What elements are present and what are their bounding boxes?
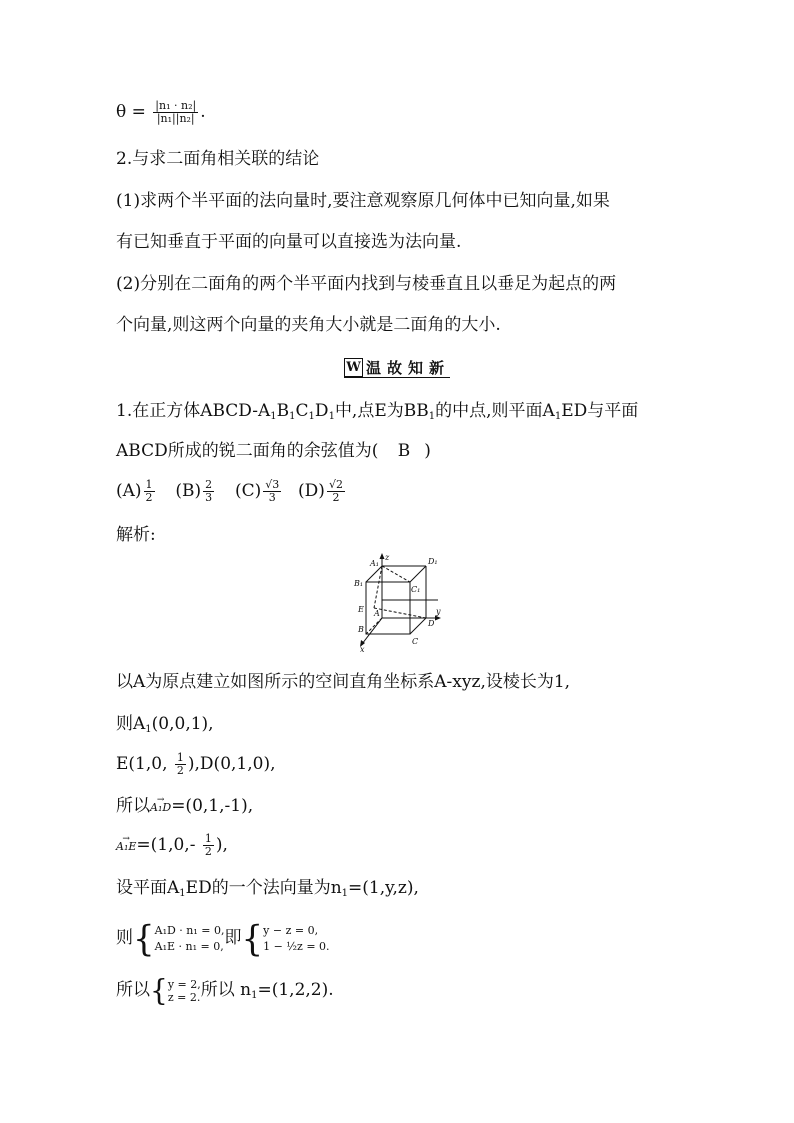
q1-text-f: 的中点,则平面A bbox=[435, 401, 555, 421]
q1-text-a: 1.在正方体ABCD-A bbox=[116, 401, 271, 421]
s3-fraction bbox=[175, 752, 186, 777]
q1-text-d: D bbox=[314, 401, 329, 421]
question1-line1 bbox=[116, 399, 714, 423]
q1-line2-text: ABCD所成的锐二面角的余弦值为( bbox=[116, 441, 379, 461]
paragraph2-line1: (2)分别在二面角的两个半平面内找到与棱垂直且以垂足为起点的两 bbox=[116, 274, 617, 294]
q1-sub: 1 bbox=[308, 411, 315, 422]
option-c-num: √3 bbox=[265, 478, 280, 491]
s7-system2 bbox=[263, 923, 329, 955]
s7-sys2-row1: y − z = 0, bbox=[263, 923, 319, 937]
edge-b1-a1 bbox=[366, 566, 382, 582]
x-axis bbox=[362, 618, 382, 644]
q1-sub: 1 bbox=[428, 411, 436, 422]
q1-text-b: B bbox=[276, 401, 290, 421]
s2-sub: 1 bbox=[145, 724, 152, 735]
label-x: x bbox=[360, 645, 365, 652]
option-c-label: (C) bbox=[234, 481, 262, 501]
s2-text-b: (0,0,1), bbox=[151, 714, 214, 734]
s4-text-a: 所以 bbox=[116, 796, 150, 816]
s3-den: 2 bbox=[176, 764, 184, 777]
q1-sub: 1 bbox=[328, 411, 335, 422]
option-b-num: 2 bbox=[205, 478, 213, 491]
option-c-fraction bbox=[263, 479, 281, 504]
edge-a1-c1 bbox=[382, 566, 410, 582]
s2-text-a: 则A bbox=[116, 714, 146, 734]
review-banner bbox=[344, 357, 450, 378]
s8-text-c: =(1,2,2). bbox=[257, 980, 334, 1000]
s5-fraction bbox=[203, 833, 214, 858]
label-b1: B₁ bbox=[354, 579, 364, 588]
theta-formula bbox=[116, 100, 714, 125]
label-c: C bbox=[412, 637, 419, 646]
q1-sub: 1 bbox=[270, 411, 277, 422]
s7-sys1-row2: A₁E · n₁ = 0, bbox=[154, 939, 224, 953]
s7-sys1-row1: A₁D · n₁ = 0, bbox=[154, 923, 225, 937]
question1-line2 bbox=[116, 439, 714, 463]
s6-sub-a: 1 bbox=[179, 888, 186, 899]
s4-text-b: =(0,1,-1), bbox=[171, 796, 254, 816]
s8-system bbox=[168, 978, 201, 1004]
left-brace-icon: { bbox=[133, 917, 155, 960]
solution-line7 bbox=[116, 918, 714, 958]
q1-text-g: ED与平面 bbox=[561, 401, 639, 421]
label-d1: D₁ bbox=[428, 557, 438, 566]
option-d-label: (D) bbox=[298, 481, 325, 501]
paragraph2-line2: 个向量,则这两个向量的夹角大小就是二面角的大小. bbox=[116, 315, 501, 335]
s3-num: 1 bbox=[176, 751, 184, 764]
label-a1: A₁ bbox=[370, 559, 379, 568]
left-brace-icon: { bbox=[150, 972, 168, 1008]
left-brace-icon: { bbox=[241, 917, 264, 960]
formula-denominator: |n₁||n₂| bbox=[156, 112, 195, 125]
solution-line3 bbox=[116, 752, 714, 777]
q1-text-c: C bbox=[295, 401, 309, 421]
option-a-den: 2 bbox=[145, 491, 153, 504]
solution-line1: 以A为原点建立如图所示的空间直角坐标系A-xyz,设棱长为1, bbox=[116, 672, 571, 692]
s3-text-b: ),D(0,1,0), bbox=[187, 754, 276, 774]
formula-fraction bbox=[153, 100, 198, 125]
vector-a1e: → A₁E bbox=[116, 835, 136, 859]
s5-text-a: =(1,0,- bbox=[136, 835, 201, 855]
formula-lhs: θ = bbox=[116, 102, 146, 122]
edge-c-d bbox=[410, 618, 426, 634]
s8-text-a: 所以 bbox=[116, 980, 150, 1000]
cube-figure bbox=[352, 552, 448, 656]
front-face bbox=[366, 582, 410, 634]
s7-system1 bbox=[155, 923, 225, 955]
option-d bbox=[298, 478, 347, 504]
option-a bbox=[116, 478, 157, 504]
solution-line6 bbox=[116, 876, 714, 900]
q1-text-e: 中,点E为BB bbox=[334, 401, 429, 421]
label-a: A bbox=[374, 609, 380, 618]
s8-sys-row1: y = 2, bbox=[167, 977, 201, 991]
option-a-fraction bbox=[144, 479, 155, 504]
w-badge-icon: W bbox=[344, 358, 363, 377]
q1-close: ) bbox=[424, 441, 431, 461]
cube-diagram bbox=[352, 552, 448, 652]
label-c1: C₁ bbox=[411, 585, 421, 594]
solution-line5 bbox=[116, 833, 714, 859]
option-b-fraction bbox=[203, 479, 214, 504]
label-b: B bbox=[358, 625, 364, 634]
label-z: z bbox=[385, 553, 390, 562]
option-d-den: 2 bbox=[332, 491, 340, 504]
q1-sub: 1 bbox=[289, 411, 296, 422]
s8-sub: 1 bbox=[251, 990, 258, 1001]
s3-text-a: E(1,0, bbox=[116, 754, 173, 774]
solution-line2 bbox=[116, 712, 714, 736]
z-arrow-icon bbox=[380, 553, 385, 559]
question1-options bbox=[116, 479, 714, 504]
label-y: y bbox=[436, 607, 441, 616]
s5-text-b: ), bbox=[215, 835, 228, 855]
option-c-den: 3 bbox=[268, 491, 276, 504]
s5-den: 2 bbox=[204, 845, 212, 858]
option-a-num: 1 bbox=[145, 478, 153, 491]
formula-tail: . bbox=[200, 102, 206, 122]
s6-sub-b: 1 bbox=[341, 888, 349, 899]
s7-mid: 即 bbox=[224, 928, 242, 948]
y-arrow-icon bbox=[435, 616, 441, 621]
option-c bbox=[234, 478, 283, 504]
paragraph1-line2: 有已知垂直于平面的向量可以直接选为法向量. bbox=[116, 232, 462, 252]
q1-answer: B bbox=[397, 441, 411, 461]
jiexi-label: 解析: bbox=[116, 525, 156, 545]
option-b-den: 3 bbox=[205, 491, 213, 504]
vector-a1d: → A₁D bbox=[150, 796, 171, 820]
option-b bbox=[175, 478, 216, 504]
option-b-label: (B) bbox=[175, 481, 202, 501]
formula-numerator: |n₁ · n₂| bbox=[155, 99, 197, 112]
paragraph1-line1: (1)求两个半平面的法向量时,要注意观察原几何体中已知向量,如果 bbox=[116, 191, 610, 211]
section2-title: 2.与求二面角相关联的结论 bbox=[116, 149, 320, 169]
option-d-fraction bbox=[327, 479, 345, 504]
label-e: E bbox=[358, 605, 364, 614]
edge-c1-d1 bbox=[410, 566, 426, 582]
s6-text-b: ED的一个法向量为n bbox=[185, 878, 342, 898]
s8-sys-row2: z = 2. bbox=[167, 990, 201, 1004]
label-d: D bbox=[428, 619, 435, 628]
s7-text-a: 则 bbox=[116, 928, 133, 948]
s6-text-a: 设平面A bbox=[116, 878, 180, 898]
s5-num: 1 bbox=[204, 832, 212, 845]
q1-sub: 1 bbox=[554, 411, 562, 422]
s7-sys2-row2: 1 − ½z = 0. bbox=[263, 939, 330, 953]
s8-text-b: 所以 n bbox=[200, 980, 252, 1000]
option-a-label: (A) bbox=[116, 481, 142, 501]
option-d-num: √2 bbox=[328, 478, 343, 491]
banner-text: 温故知新 bbox=[366, 358, 451, 377]
solution-line4 bbox=[116, 794, 714, 820]
solution-line8 bbox=[116, 972, 714, 1008]
s6-text-c: =(1,y,z), bbox=[348, 878, 419, 898]
